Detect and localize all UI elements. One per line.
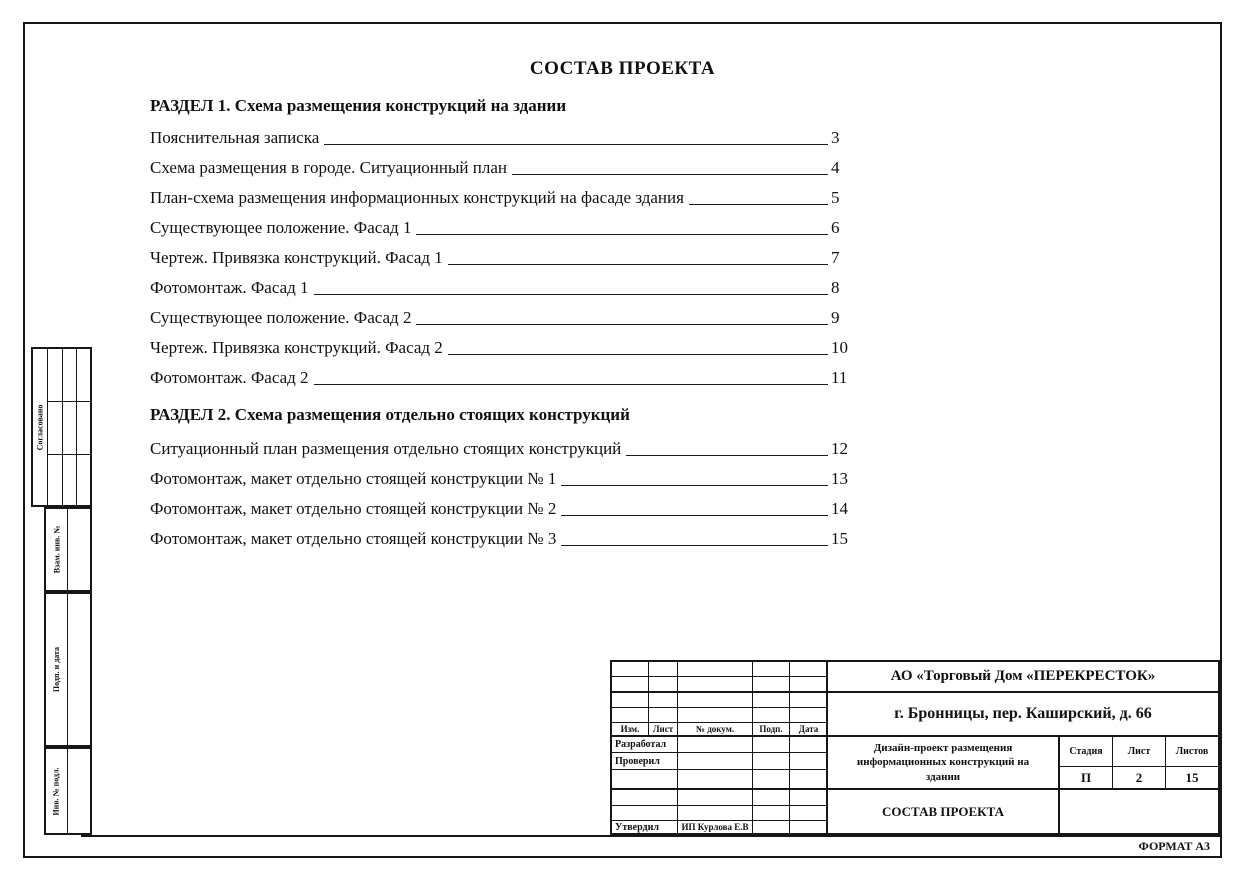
toc-row	[150, 246, 857, 268]
toc-item-label: Фотомонтаж, макет отдельно стоящей конструкции № 2	[150, 499, 557, 518]
leader-line	[561, 485, 828, 486]
toc-page-number: 7	[831, 248, 840, 267]
grid-line	[752, 662, 753, 833]
sheet-value: 2	[1135, 769, 1143, 785]
toc-item-label: Фотомонтаж, макет отдельно стоящей конструкции № 1	[150, 469, 557, 488]
toc-row	[150, 437, 857, 459]
toc-item-label: Существующее положение. Фасад 2	[150, 308, 412, 327]
toc-row	[150, 497, 857, 519]
col-header-izm: Изм.	[620, 723, 640, 734]
toc-page-number: 9	[831, 308, 840, 327]
title-block	[610, 660, 1220, 835]
grid-line	[612, 805, 827, 806]
toc-page-number: 12	[831, 439, 848, 458]
stamp-inv-replace-label-cell	[46, 509, 68, 590]
stamp-inv-number-block	[44, 747, 92, 835]
leader-line	[448, 264, 828, 265]
toc-row	[150, 216, 857, 238]
toc-page-number: 15	[831, 529, 848, 548]
toc-page-number: 6	[831, 218, 840, 237]
approver-name: ИП Курлова Е.В	[681, 822, 749, 832]
sheets-value: 15	[1185, 769, 1199, 785]
stamp-sign-date-label: Подп. и дата	[52, 646, 61, 693]
toc-item-label: Фотомонтаж, макет отдельно стоящей конструкции № 3	[150, 529, 557, 548]
col-header-data: Дата	[798, 723, 819, 734]
leader-line	[689, 204, 828, 205]
leader-line	[561, 545, 828, 546]
leader-line	[314, 294, 828, 295]
grid-line	[47, 454, 90, 455]
leader-line	[314, 384, 828, 385]
toc-row	[150, 276, 857, 298]
format-label: ФОРМАТ А3	[1138, 839, 1210, 853]
leader-line	[448, 354, 828, 355]
stamp-inv-number-label: Инв. № подл.	[52, 766, 62, 816]
sheets-header: Листов	[1175, 745, 1209, 757]
stage-value: П	[1080, 769, 1092, 785]
toc-row	[150, 306, 857, 328]
leader-line	[512, 174, 828, 175]
leader-line	[416, 324, 828, 325]
toc-item-label: Чертеж. Привязка конструкций. Фасад 1	[150, 248, 443, 267]
toc-item-label: Ситуационный план размещения отдельно стоящих конструкций	[150, 439, 622, 458]
toc-row	[150, 527, 857, 549]
sheet-header: Лист	[1127, 745, 1151, 757]
project-name: Дизайн-проект размещения информационных конструкций на здании	[856, 742, 1030, 783]
grid-line	[612, 769, 827, 770]
leader-line	[561, 515, 828, 516]
stamp-inv-replace-block	[44, 507, 92, 592]
toc-page-number: 14	[831, 499, 848, 518]
toc-item-label: Пояснительная записка	[150, 128, 320, 147]
role-checked: Проверил	[615, 755, 660, 767]
sheet-frame	[23, 22, 1222, 858]
object-address: г. Бронницы, пер. Каширский, д. 66	[894, 705, 1152, 722]
leader-line	[626, 455, 828, 456]
grid-line	[612, 707, 827, 708]
toc-item-label: План-схема размещения информационных конструкций на фасаде здания	[150, 188, 684, 207]
toc-page-number: 4	[831, 158, 840, 177]
toc-page-number: 3	[831, 128, 840, 147]
toc-item-label: Фотомонтаж. Фасад 1	[150, 278, 309, 297]
toc-row	[150, 336, 857, 358]
toc-item-label: Фотомонтаж. Фасад 2	[150, 368, 309, 387]
toc-page-number: 11	[831, 368, 848, 387]
grid-line	[76, 349, 77, 505]
leader-line	[416, 234, 828, 235]
stamp-doc-title: СОСТАВ ПРОЕКТА	[882, 803, 1004, 819]
stamp-inv-replace-label: Взам. инв. №	[52, 525, 62, 574]
toc-item-label: Чертеж. Привязка конструкций. Фасад 2	[150, 338, 443, 357]
toc-page-number: 8	[831, 278, 840, 297]
col-header-list: Лист	[652, 723, 674, 734]
toc-row	[150, 186, 857, 208]
toc-item-label: Существующее положение. Фасад 1	[150, 218, 412, 237]
stamp-approval-label-cell	[33, 349, 48, 505]
grid-line	[47, 401, 90, 402]
col-header-docnum: № докум.	[695, 723, 735, 734]
section-1-heading: РАЗДЕЛ 1. Схема размещения конструкций на здании	[150, 96, 567, 115]
section-2-heading: РАЗДЕЛ 2. Схема размещения отдельно стоящих конструкций	[150, 405, 630, 424]
format-strip	[81, 835, 1220, 856]
col-header-podp: Подп.	[759, 723, 783, 734]
grid-line	[62, 349, 63, 505]
stamp-approval-label: Согласовано	[35, 404, 45, 450]
toc-row	[150, 366, 857, 388]
toc-page-number: 10	[831, 338, 848, 357]
toc-row	[150, 126, 857, 148]
toc-page-number: 5	[831, 188, 840, 207]
role-approved: Утвердил	[615, 821, 659, 833]
toc-row	[150, 467, 857, 489]
stage-header: Стадия	[1069, 745, 1103, 757]
stamp-sign-date-label-cell	[46, 594, 68, 745]
page-title: СОСТАВ ПРОЕКТА	[529, 58, 716, 79]
stamp-inv-number-label-cell	[46, 749, 68, 833]
toc-page-number: 13	[831, 469, 848, 488]
grid-line	[789, 662, 790, 833]
toc-row	[150, 156, 857, 178]
toc-item-label: Схема размещения в городе. Ситуационный план	[150, 158, 507, 177]
grid-line	[677, 662, 678, 833]
stamp-approval-block	[31, 347, 92, 507]
grid-line	[612, 676, 827, 677]
company-name: АО «Торговый Дом «ПЕРЕКРЕСТОК»	[890, 668, 1156, 684]
role-developed: Разработал	[615, 738, 667, 750]
leader-line	[324, 144, 828, 145]
stamp-sign-date-block	[44, 592, 92, 747]
